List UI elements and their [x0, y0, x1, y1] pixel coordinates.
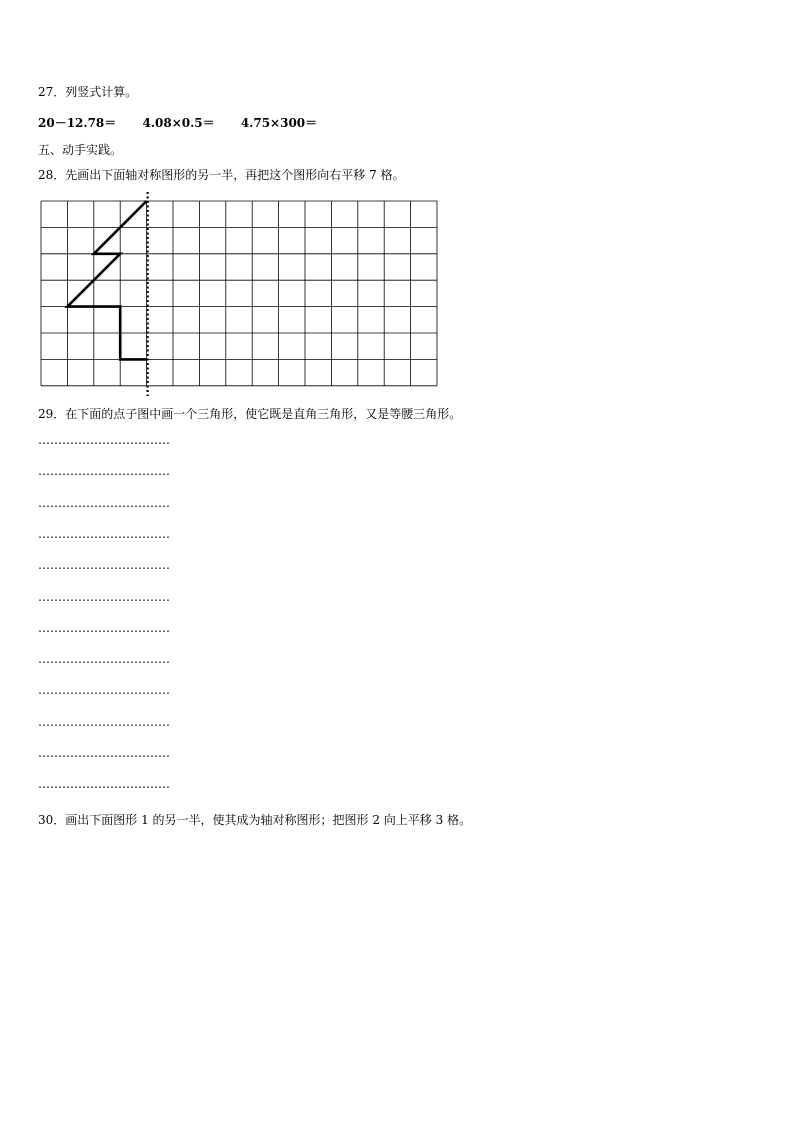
question-30-title: 30．画出下面图形 1 的另一半，使其成为轴对称图形；把图形 2 向上平移 3 格。 — [38, 813, 472, 827]
calc-item-3: 4.75×300＝ — [240, 116, 318, 130]
dot-row: …………………………… — [38, 433, 170, 447]
question-29-title: 29．在下面的点子图中画一个三角形，使它既是直角三角形，又是等腰三角形。 — [38, 407, 462, 421]
dot-row: …………………………… — [38, 652, 170, 667]
calc-item-1: 20－12.78＝ — [38, 116, 117, 130]
dot-row: …………………………… — [38, 620, 170, 635]
question-27-title: 27．列竖式计算。 — [38, 85, 138, 99]
question-28-grid — [40, 192, 442, 396]
question-27-calculations — [38, 115, 339, 131]
dot-row: …………………………… — [38, 683, 170, 698]
section-5-title: 五、动手实践。 — [38, 143, 123, 157]
dot-row: …………………………… — [38, 464, 170, 479]
dot-row: …………………………… — [38, 714, 170, 729]
dot-row: …………………………… — [38, 558, 170, 573]
question-28-title: 28．先画出下面轴对称图形的另一半，再把这个图形向右平移 7 格。 — [38, 168, 405, 182]
dot-row: …………………………… — [38, 746, 170, 760]
dot-row: …………………………… — [38, 589, 170, 604]
calc-item-2: 4.08×0.5＝ — [142, 116, 215, 130]
dot-row: …………………………… — [38, 777, 170, 792]
dot-row: …………………………… — [38, 495, 170, 510]
dot-row: …………………………… — [38, 526, 170, 541]
